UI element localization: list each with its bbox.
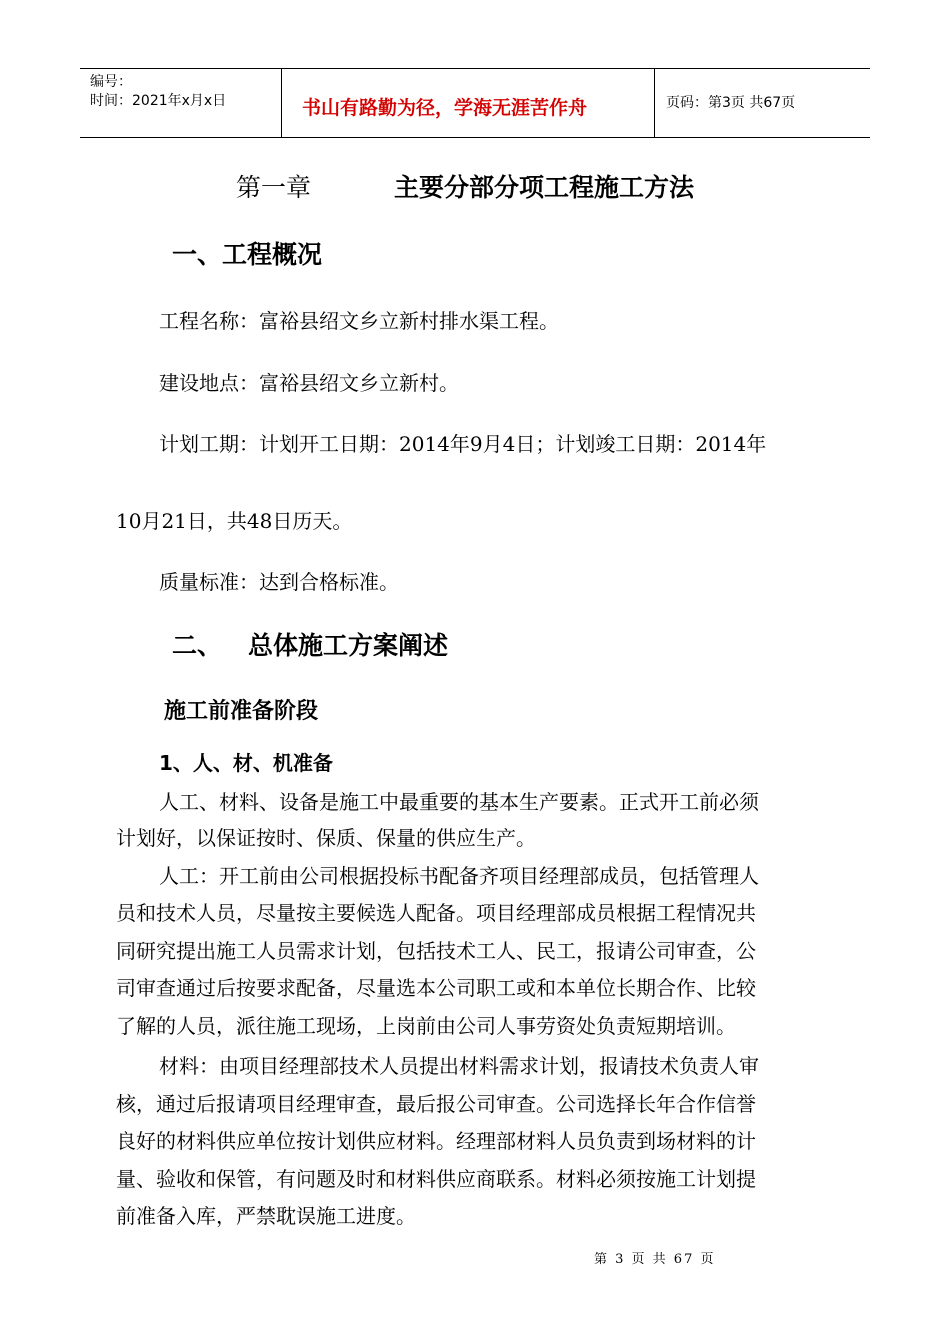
header-divider <box>281 69 282 137</box>
paragraph-line: 同研究提出施工人员需求计划，包括技术工人、民工，报请公司审查，公 <box>116 939 756 963</box>
doc-time-label: 时间：2021年x月x日 <box>90 93 227 109</box>
motto-text: 书山有路勤为径，学海无涯苦作舟 <box>302 97 588 119</box>
paragraph-line: 人工、材料、设备是施工中最重要的基本生产要素。正式开工前必须 <box>159 790 759 814</box>
subsection-heading: 施工前准备阶段 <box>164 699 319 724</box>
chapter-title: 主要分部分项工程施工方法 <box>394 173 695 202</box>
paragraph-line: 10月21日，共48日历天。 <box>116 509 353 533</box>
page-footer: 第 3 页 共 67 页 <box>594 1252 716 1267</box>
paragraph-line: 核，通过后报请项目经理审查，最后报公司审查。公司选择长年合作信誉 <box>116 1092 756 1116</box>
paragraph-line: 司审查通过后按要求配备，尽量选本公司职工或和本单位长期合作、比较 <box>116 976 756 1000</box>
paragraph-line: 人工：开工前由公司根据投标书配备齐项目经理部成员，包括管理人 <box>159 864 759 888</box>
item-heading: 1、人、材、机准备 <box>159 751 333 775</box>
paragraph-line: 员和技术人员，尽量按主要候选人配备。项目经理部成员根据工程情况共 <box>116 901 756 925</box>
paragraph-line: 建设地点：富裕县绍文乡立新村。 <box>159 371 459 395</box>
paragraph-line: 工程名称：富裕县绍文乡立新村排水渠工程。 <box>159 309 559 333</box>
page-header <box>80 68 870 138</box>
paragraph-line: 了解的人员，派往施工现场，上岗前由公司人事劳资处负责短期培训。 <box>116 1014 736 1038</box>
paragraph-line: 前准备入库，严禁耽误施工进度。 <box>116 1204 416 1228</box>
paragraph-line: 计划工期：计划开工日期：2014年9月4日；计划竣工日期：2014年 <box>159 432 767 456</box>
paragraph-line: 计划好，以保证按时、保质、保量的供应生产。 <box>116 826 536 850</box>
paragraph-line: 质量标准：达到合格标准。 <box>159 570 399 594</box>
page-info: 页码：第3页 共67页 <box>666 95 796 111</box>
section-heading-number: 二、 <box>172 631 223 660</box>
paragraph-line: 量、验收和保管，有问题及时和材料供应商联系。材料必须按施工计划提 <box>116 1167 756 1191</box>
section-heading: 一、工程概况 <box>172 240 323 269</box>
chapter-number: 第一章 <box>236 173 312 202</box>
section-heading: 总体施工方案阐述 <box>248 631 449 660</box>
header-divider <box>654 69 655 137</box>
paragraph-line: 材料：由项目经理部技术人员提出材料需求计划，报请技术负责人审 <box>159 1054 759 1078</box>
paragraph-line: 良好的材料供应单位按计划供应材料。经理部材料人员负责到场材料的计 <box>116 1129 756 1153</box>
doc-number-label: 编号： <box>90 74 132 90</box>
